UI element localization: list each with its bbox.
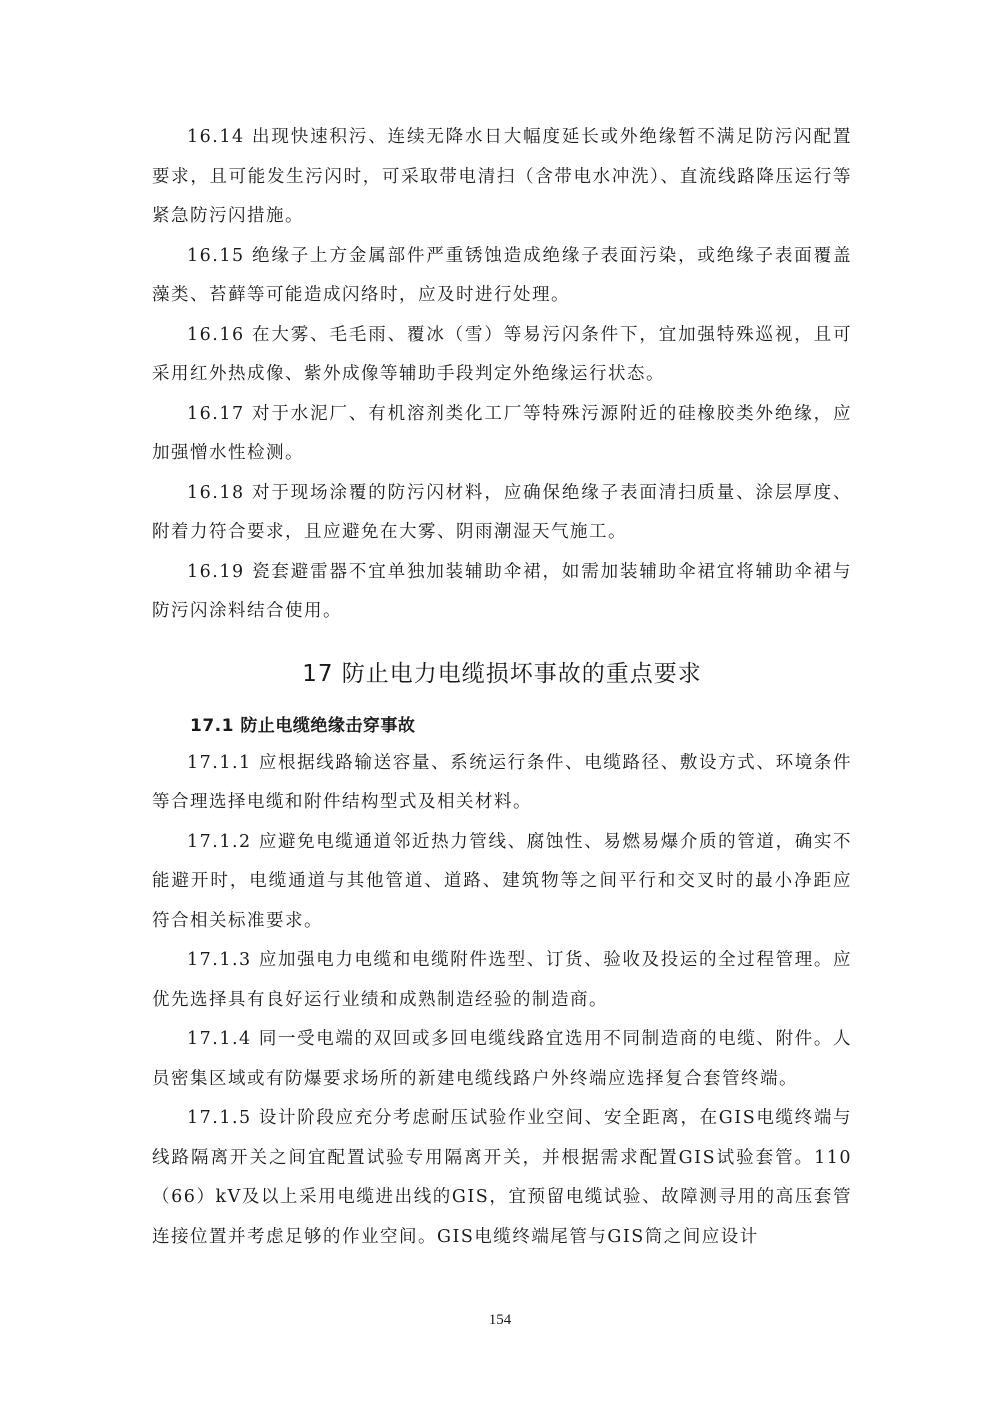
clause-17-1-1: 17.1.1 应根据线路输送容量、系统运行条件、电缆路径、敷设方式、环境条件等合理选择电缆和附件结构型式及相关材料。 xyxy=(152,752,852,812)
page-number: 154 xyxy=(488,1312,512,1328)
clause-16-16: 16.16 在大雾、毛毛雨、覆冰（雪）等易污闪条件下，宜加强特殊巡视，且可采用红外热成像、紫外成像等辅助手段判定外绝缘运行状态。 xyxy=(152,324,852,384)
clause-16-19: 16.19 瓷套避雷器不宜单独加装辅助伞裙，如需加装辅助伞裙宜将辅助伞裙与防污闪涂料结合使用。 xyxy=(152,561,852,621)
section-17-1-body xyxy=(152,744,852,1258)
clause-16-17: 16.17 对于水泥厂、有机溶剂类化工厂等特殊污源附近的硅橡胶类外绝缘，应加强憎水性检测。 xyxy=(152,403,852,463)
clause-16-14: 16.14 出现快速积污、连续无降水日大幅度延长或外绝缘暂不满足防污闪配置要求，且可能发生污闪时，可采取带电清扫（含带电水冲洗）、直流线路降压运行等紧急防污闪措施。 xyxy=(152,127,852,226)
section-16-continuation xyxy=(152,118,852,632)
clause-17-1-4: 17.1.4 同一受电端的双回或多回电缆线路宜选用不同制造商的电缆、附件。人员密集区域或有防爆要求场所的新建电缆线路户外终端应选择复合套管终端。 xyxy=(152,1029,852,1089)
clause-17-1-5: 17.1.5 设计阶段应充分考虑耐压试验作业空间、安全距离，在GIS电缆终端与线路隔离开关之间宜配置试验专用隔离开关，并根据需求配置GIS试验套管。110（66）kV及以上采用电缆进出线的GIS，宜预留电缆试验、故障测寻用的高压套管连接位置并考虑足够的作业空间。GIS电缆终端尾管与GIS筒之间应设计 xyxy=(152,1108,852,1247)
clause-17-1-3: 17.1.3 应加强电力电缆和电缆附件选型、订货、验收及投运的全过程管理。应优先选择具有良好运行业绩和成熟制造经验的制造商。 xyxy=(152,950,852,1010)
clause-16-18: 16.18 对于现场涂覆的防污闪材料，应确保绝缘子表面清扫质量、涂层厚度、附着力符合要求，且应避免在大雾、阴雨潮湿天气施工。 xyxy=(152,482,852,542)
clause-17-1-2: 17.1.2 应避免电缆通道邻近热力管线、腐蚀性、易燃易爆介质的管道，确实不能避开时，电缆通道与其他管道、道路、建筑物等之间平行和交叉时的最小净距应符合相关标准要求。 xyxy=(152,831,852,931)
section-title: 17.1 防止电缆绝缘击穿事故 xyxy=(190,715,416,736)
chapter-title: 17 防止电力电缆损坏事故的重点要求 xyxy=(302,660,702,687)
document-page xyxy=(152,118,852,1257)
clause-16-15: 16.15 绝缘子上方金属部件严重锈蚀造成绝缘子表面污染，或绝缘子表面覆盖藻类、苔藓等可能造成闪络时，应及时进行处理。 xyxy=(152,245,852,305)
